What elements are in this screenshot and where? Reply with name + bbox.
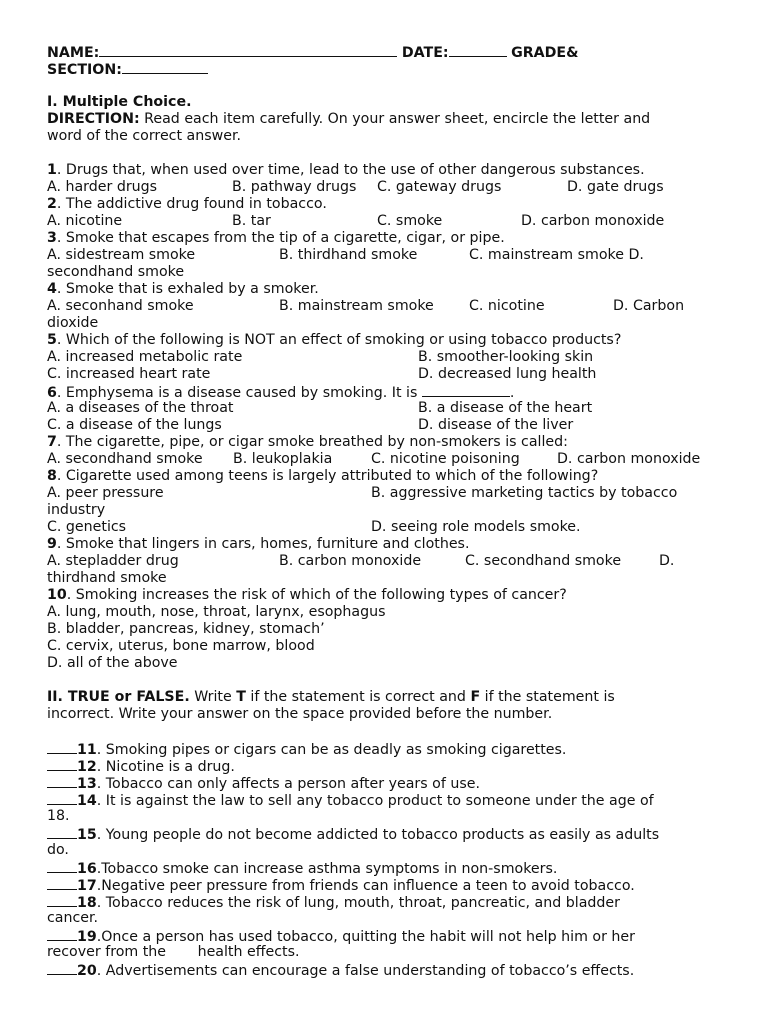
question-3: 3. Smoke that escapes from the tip of a cigarette, cigar, or pipe.: [47, 230, 505, 246]
direction-line-2: word of the correct answer.: [47, 128, 241, 144]
choice-7a[interactable]: A. secondhand smoke: [47, 451, 203, 467]
choice-8d[interactable]: D. seeing role models smoke.: [371, 519, 581, 535]
section-blank[interactable]: [122, 60, 208, 74]
direction-label: DIRECTION:: [47, 111, 140, 127]
choice-10b[interactable]: B. bladder, pancreas, kidney, stomach’: [47, 621, 325, 637]
choice-4d[interactable]: D. Carbon: [613, 298, 685, 314]
date-blank[interactable]: [449, 43, 507, 57]
choice-2d[interactable]: D. carbon monoxide: [521, 213, 665, 229]
question-5: 5. Which of the following is NOT an effect of smoking or using tobacco products?: [47, 332, 622, 348]
choices-1: [47, 179, 727, 196]
choice-9d[interactable]: D.: [659, 553, 675, 569]
question-1: 1. Drugs that, when used over time, lead to the use of other dangerous substances.: [47, 162, 645, 178]
name-blank[interactable]: [99, 43, 397, 57]
worksheet: [47, 42, 727, 978]
answer-blank-17[interactable]: [47, 876, 77, 890]
choice-2a[interactable]: A. nicotine: [47, 213, 123, 229]
choice-1c[interactable]: C. gateway drugs: [377, 179, 502, 195]
tf-item-11: 11. Smoking pipes or cigars can be as deadly as smoking cigarettes.: [47, 740, 727, 757]
choices-5ab: [47, 349, 727, 366]
tf-item-15: 15. Young people do not become addicted to tobacco products as easily as adults: [47, 825, 727, 842]
choice-4a[interactable]: A. seconhand smoke: [47, 298, 194, 314]
choices-2: [47, 213, 727, 230]
choice-1a[interactable]: A. harder drugs: [47, 179, 158, 195]
choice-3d[interactable]: secondhand smoke: [47, 264, 185, 280]
part1-title: I. Multiple Choice.: [47, 94, 192, 110]
answer-blank-12[interactable]: [47, 757, 77, 771]
q6-blank: [422, 383, 510, 397]
choice-7b[interactable]: B. leukoplakia: [233, 451, 333, 467]
tf-item-17: 17.Negative peer pressure from friends can influence a teen to avoid tobacco.: [47, 876, 727, 893]
choices-5cd: [47, 366, 727, 383]
tf-item-18: 18. Tobacco reduces the risk of lung, mouth, throat, pancreatic, and bladder: [47, 893, 727, 910]
choice-1d[interactable]: D. gate drugs: [567, 179, 664, 195]
question-8: 8. Cigarette used among teens is largely attributed to which of the following?: [47, 468, 599, 484]
choice-3c[interactable]: C. mainstream smoke D.: [469, 247, 644, 263]
choice-9d-cont: thirdhand smoke: [47, 570, 167, 586]
choice-2b[interactable]: B. tar: [232, 213, 271, 229]
choice-4d-cont: dioxide: [47, 315, 99, 331]
choice-6d[interactable]: D. disease of the liver: [418, 417, 574, 433]
question-6: 6. Emphysema is a disease caused by smoking. It is .: [47, 385, 515, 401]
tf-item-18-cont: cancer.: [47, 910, 99, 926]
choices-8cd: [47, 519, 727, 536]
choice-5d[interactable]: D. decreased lung health: [418, 366, 597, 382]
part2-title: II. TRUE or FALSE.: [47, 689, 190, 705]
choice-9b[interactable]: B. carbon monoxide: [279, 553, 422, 569]
choice-9c[interactable]: C. secondhand smoke: [465, 553, 622, 569]
choice-5c[interactable]: C. increased heart rate: [47, 366, 211, 382]
header-line-2: [47, 60, 727, 77]
choice-5b[interactable]: B. smoother-looking skin: [418, 349, 594, 365]
choice-10c[interactable]: C. cervix, uterus, bone marrow, blood: [47, 638, 315, 654]
choice-6b[interactable]: B. a disease of the heart: [418, 400, 593, 416]
question-2: 2. The addictive drug found in tobacco.: [47, 196, 327, 212]
part2-instructions-2: incorrect. Write your answer on the space provided before the number.: [47, 706, 553, 722]
tf-item-15-cont: do.: [47, 842, 69, 858]
grade-label: GRADE&: [511, 45, 579, 61]
choice-2c[interactable]: C. smoke: [377, 213, 443, 229]
answer-blank-20[interactable]: [47, 961, 77, 975]
tf-item-14: 14. It is against the law to sell any tobacco product to someone under the age of: [47, 791, 727, 808]
tf-item-20: 20. Advertisements can encourage a false understanding of tobacco’s effects.: [47, 961, 727, 978]
choice-7c[interactable]: C. nicotine poisoning: [371, 451, 520, 467]
question-10: 10. Smoking increases the risk of which of the following types of cancer?: [47, 587, 567, 603]
choices-3: [47, 247, 727, 264]
question-4: 4. Smoke that is exhaled by a smoker.: [47, 281, 319, 297]
tf-item-14-cont: 18.: [47, 808, 70, 824]
choice-8a[interactable]: A. peer pressure: [47, 485, 164, 501]
choices-4: [47, 298, 727, 315]
choice-7d[interactable]: D. carbon monoxide: [557, 451, 701, 467]
name-label: NAME:: [47, 45, 100, 61]
section-label: SECTION:: [47, 62, 122, 78]
choice-6a[interactable]: A. a diseases of the throat: [47, 400, 234, 416]
choices-8ab: [47, 485, 727, 502]
choice-4c[interactable]: C. nicotine: [469, 298, 545, 314]
choice-3b[interactable]: B. thirdhand smoke: [279, 247, 418, 263]
direction-line-1: DIRECTION: Read each item carefully. On your answer sheet, encircle the letter and: [47, 111, 651, 127]
answer-blank-16[interactable]: [47, 859, 77, 873]
answer-blank-11[interactable]: [47, 740, 77, 754]
tf-item-16: 16.Tobacco smoke can increase asthma symptoms in non-smokers.: [47, 859, 727, 876]
question-7: 7. The cigarette, pipe, or cigar smoke breathed by non-smokers is called:: [47, 434, 568, 450]
tf-item-12: 12. Nicotine is a drug.: [47, 757, 727, 774]
choice-8c[interactable]: C. genetics: [47, 519, 127, 535]
question-9: 9. Smoke that lingers in cars, homes, furniture and clothes.: [47, 536, 470, 552]
date-label: DATE:: [401, 45, 449, 61]
choice-1b[interactable]: B. pathway drugs: [232, 179, 357, 195]
answer-blank-18[interactable]: [47, 893, 77, 907]
choice-9a[interactable]: A. stepladder drug: [47, 553, 179, 569]
choices-6ab: [47, 400, 727, 417]
choice-3a[interactable]: A. sidestream smoke: [47, 247, 196, 263]
choices-9: [47, 553, 727, 570]
choice-4b[interactable]: B. mainstream smoke: [279, 298, 434, 314]
answer-blank-13[interactable]: [47, 774, 77, 788]
choice-10d[interactable]: D. all of the above: [47, 655, 178, 671]
answer-blank-15[interactable]: [47, 825, 77, 839]
choices-7: [47, 451, 727, 468]
answer-blank-14[interactable]: [47, 791, 77, 805]
answer-blank-19[interactable]: [47, 927, 77, 941]
tf-item-19-cont: recover from the health effects.: [47, 944, 300, 960]
choice-10a[interactable]: A. lung, mouth, nose, throat, larynx, esophagus: [47, 604, 386, 620]
choice-5a[interactable]: A. increased metabolic rate: [47, 349, 243, 365]
header-line-1: [47, 43, 727, 60]
choice-8b-cont: industry: [47, 502, 106, 518]
choices-6cd: [47, 417, 727, 434]
part2-instructions-1: II. TRUE or FALSE. Write T if the statement is correct and F if the statement is: [47, 689, 615, 705]
choice-6c[interactable]: C. a disease of the lungs: [47, 417, 222, 433]
choice-8b[interactable]: B. aggressive marketing tactics by tobacco: [371, 485, 678, 501]
tf-item-19: 19.Once a person has used tobacco, quitting the habit will not help him or her: [47, 927, 727, 944]
tf-item-13: 13. Tobacco can only affects a person after years of use.: [47, 774, 727, 791]
